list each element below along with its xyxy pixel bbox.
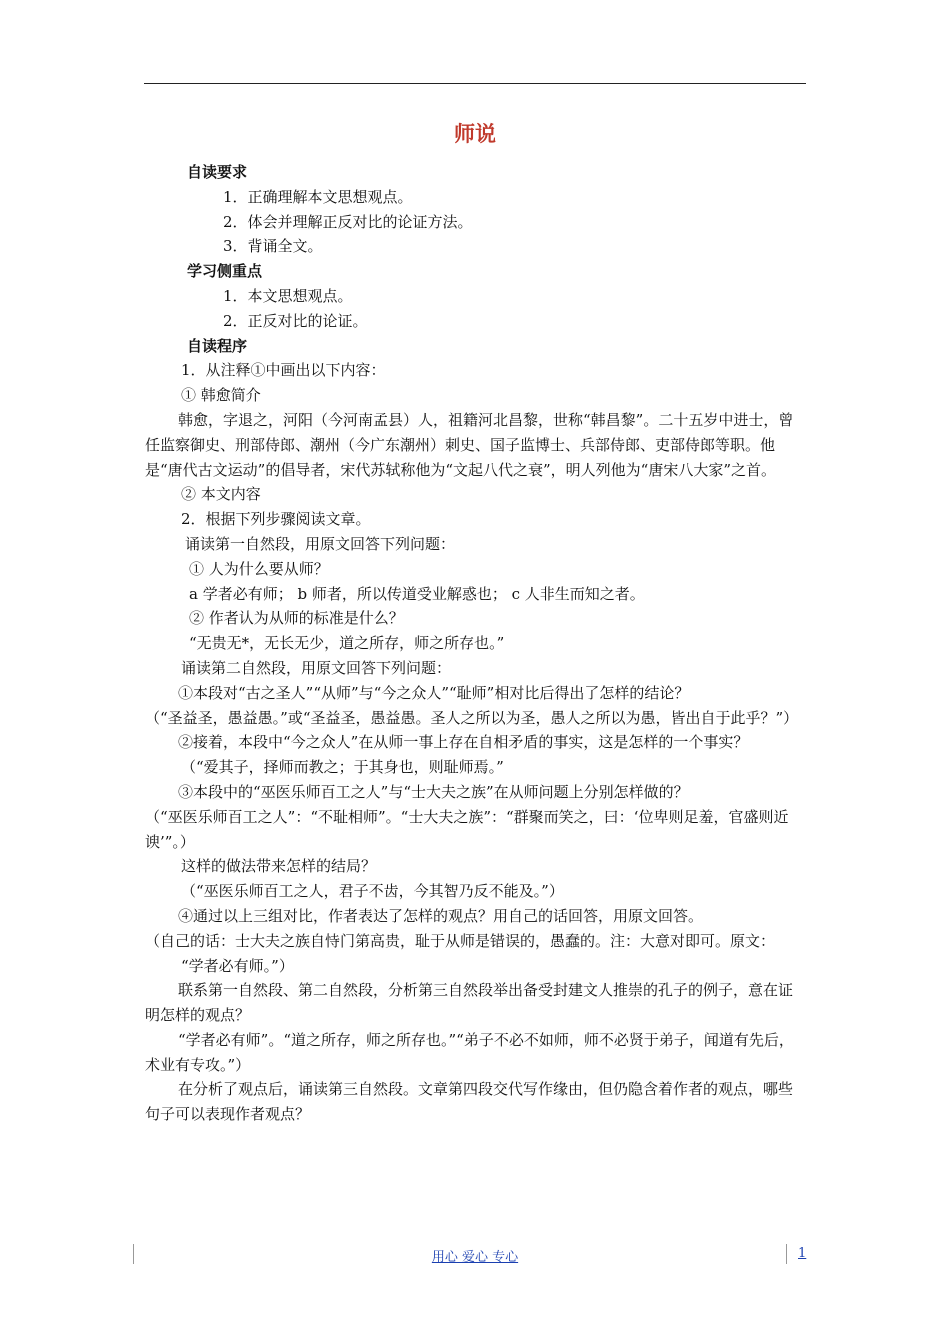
answer-line: （“巫医乐师百工之人”：“不耻相师”。“士大夫之族”：“群聚而笑之，曰：‘位卑则足羞，官盛则近谀’”。） <box>145 807 789 851</box>
question-line: ② 作者认为从师的标准是什么？ <box>189 609 404 628</box>
header-rule <box>144 83 806 84</box>
paragraph-line: 诵读第二自然段，用原文回答下列问题： <box>181 658 452 677</box>
answer-line: “无贵无*，无长无少，道之所存，师之所存也。” <box>189 634 505 653</box>
section-heading-reading-requirements: 自读要求 <box>187 163 248 181</box>
answer-line: “学者必有师。”） <box>181 956 294 975</box>
paragraph-line: 诵读第一自然段，用原文回答下列问题： <box>185 534 456 553</box>
paragraph-han-yu-bio: 韩愈，字退之，河阳（今河南孟县）人，祖籍河北昌黎，世称“韩昌黎”。二十五岁中进士，曾任监察御史、刑部侍郎、潮州（今广东潮州）刺史、国子监博士、兵部侍郎、吏部侍郎等职。他是“唐代古文运动”的倡导者，宋代苏轼称他为“文起八代之衰”，明人列他为“唐宋八大家”之首。 <box>145 410 794 479</box>
list-item: 1．本文思想观点。 <box>223 286 353 305</box>
footer-slogan-link[interactable]: 用心 爱心 专心 <box>431 1250 519 1265</box>
answer-line: （自己的话：士大夫之族自恃门第高贵，耻于从师是错误的，愚蠢的。注：大意对即可。原文： <box>145 931 776 950</box>
question-line: ①本段对“古之圣人”“从师”与“今之众人”“耻师”相对比后得出了怎样的结论？ <box>178 683 690 702</box>
question-line: 这样的做法带来怎样的结局？ <box>181 857 377 876</box>
step-line: 2．根据下列步骤阅读文章。 <box>181 510 371 529</box>
answer-line: （“圣益圣，愚益愚。”或“圣益圣，愚益愚。圣人之所以为圣，愚人之所以为愚，皆出自于此乎？”） <box>145 708 799 727</box>
page-title: 师说 <box>454 122 496 146</box>
question-line: 联系第一自然段、第二自然段，分析第三自然段举出备受封建文人推崇的孔子的例子，意在证明怎样的观点？ <box>145 981 794 1025</box>
page-number[interactable]: 1 <box>798 1246 807 1261</box>
sub-heading: ① 韩愈简介 <box>181 386 261 405</box>
question-line: ④通过以上三组对比，作者表达了怎样的观点？用自己的话回答，用原文回答。 <box>178 906 704 925</box>
footer-separator <box>786 1244 787 1264</box>
section-heading-key-points: 学习侧重点 <box>187 262 263 281</box>
answer-line: （“爱其子，择师而教之；于其身也，则耻师焉。” <box>181 758 504 777</box>
question-line: ②接着，本段中“今之众人”在从师一事上存在自相矛盾的事实，这是怎样的一个事实？ <box>178 733 749 752</box>
question-line: ① 人为什么要从师？ <box>189 559 329 578</box>
list-item: 2．体会并理解正反对比的论证方法。 <box>223 212 473 231</box>
answer-line: a 学者必有师； b 师者，所以传道受业解惑也； c 人非生而知之者。 <box>189 584 645 603</box>
document-body <box>145 160 807 1127</box>
section-heading-reading-procedure: 自读程序 <box>187 336 248 355</box>
list-item: 1．正确理解本文思想观点。 <box>223 187 413 206</box>
sub-heading: ② 本文内容 <box>181 485 261 504</box>
step-line: 1．从注释①中画出以下内容： <box>181 361 386 380</box>
question-line: 在分析了观点后，诵读第三自然段。文章第四段交代写作缘由，但仍隐含着作者的观点，哪些句子可以表现作者观点？ <box>145 1080 794 1124</box>
answer-line: “学者必有师”。“道之所存，师之所存也。”“弟子不必不如师，师不必贤于弟子，闻道有先后，术业有专攻。”） <box>145 1030 794 1074</box>
answer-line: （“巫医乐师百工之人，君子不齿，今其智乃反不能及。”） <box>181 882 564 901</box>
list-item: 3．背诵全文。 <box>223 237 323 256</box>
question-line: ③本段中的“巫医乐师百工之人”与“士大夫之族”在从师问题上分别怎样做的？ <box>178 782 689 801</box>
list-item: 2．正反对比的论证。 <box>223 311 368 330</box>
